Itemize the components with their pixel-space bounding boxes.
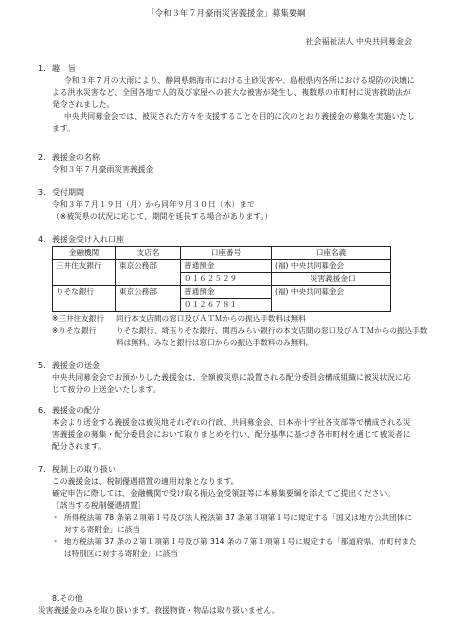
section-body: 本会より送金する義援金は被災地それぞれの行政、共同募金会、日本赤十字社各支部等で構成される災害義援金の募集・配分委員会において取りまとめを行い、配分基準に基づき各市町村を通じて被災者に配分されます。 [52, 418, 411, 451]
branch-cell: 東京公務部 [116, 286, 181, 312]
table-header-row [53, 247, 391, 260]
column-header: 口座番号 [181, 247, 272, 260]
column-header: 支店名 [116, 247, 181, 260]
section-name [38, 152, 418, 176]
list-item: ・ 地方税法第 37 条の２第１項第１号及び第 314 条の７第１項第１号に規定する「都道府県、市町村または特別区に対する寄附金」に該当 [52, 537, 417, 558]
list-item: ・ 所得税法第 78 条第２項第１号及び法人税法第 37 条第３項第１号に規定する「国又は地方公共団体に対する寄附金」に該当 [52, 513, 412, 534]
tax-measures-label: ［該当する税制優遇措置］ [52, 501, 146, 510]
column-header: 金融機関 [53, 247, 116, 260]
account-number-cell: ０１２６７８１ [181, 299, 272, 312]
bank-cell: 三井住友銀行 [53, 260, 116, 286]
document-title: 「令和３年７月豪雨災害義援金」募集要綱 [146, 8, 306, 18]
account-notes [52, 313, 432, 349]
bank-cell: りそな銀行 [53, 286, 116, 312]
account-name-cell: (福) 中央共同募金会 [272, 260, 391, 273]
branch-cell: 東京公務部 [116, 260, 181, 286]
section-period [38, 187, 418, 223]
account-type-cell: 普通預金 [181, 286, 272, 299]
account-table [52, 246, 391, 312]
section-heading: 4. 義援金受け入れ口座 [38, 235, 124, 244]
table-row [53, 260, 391, 273]
section-body: 中央共同募金会では、被災された方々を支援することを目的に次のとおり義援金の募集を実施いたします。 [52, 112, 415, 133]
section-body: 災害義援金のみを取り扱います。救援物資・物品は取り扱いません。 [38, 606, 280, 615]
bullet-icon: ・ [52, 513, 60, 522]
section-heading: 2. 義援金の名称 [38, 153, 100, 162]
issuer: 社会福祉法人 中央共同募金会 [305, 37, 412, 46]
section-body: 令和３年７月豪雨災害義援金 [52, 165, 154, 174]
section-body: （※被災県の状況に応じて、期間を延長する場合があります。） [52, 212, 273, 221]
section-purpose [38, 63, 418, 135]
section-heading: 7. 税制上の取り扱い [38, 465, 116, 474]
section-body: 中央共同募金会でお預かりした義援金は、全額被災県に設置される配分委員会構成組織に被災状況に応じて按分の上送金いたします。 [52, 373, 411, 394]
section-tax [38, 464, 418, 560]
bullet-icon: ・ [52, 537, 60, 546]
section-body: この義援金は、税制優遇措置の適用対象となります。 [52, 477, 239, 486]
section-heading: 1. 趣 旨 [38, 64, 76, 73]
account-number-cell: ０１６２５２９ [181, 273, 272, 286]
account-name-cell: 災害義援金口 [272, 273, 391, 286]
section-remittance [38, 360, 418, 396]
account-type-cell: 普通預金 [181, 260, 272, 273]
column-header: 口座名義 [272, 247, 391, 260]
note-item: ※三井住友銀行 同行本支店間の窓口及びＡＴＭからの振込手数料は無料 [52, 314, 306, 323]
section-body: 確定申告に際しては、金融機関で受け取る振込金受領証等に本募集要綱を添えてご提出ください。 [52, 489, 396, 498]
section-heading: 5. 義援金の送金 [38, 361, 100, 370]
table-row [53, 286, 391, 299]
section-other [38, 593, 418, 617]
section-body: 令和３年７月１９日（月）から同年９月３０日（木）まで [52, 200, 255, 209]
section-account [38, 234, 418, 246]
section-body: 令和３年７月の大雨により、静岡県熱海市における土砂災害や、島根県内各所における堤防の決壊による洪水災害など、全国各地で人的及び家屋への甚大な被害が発生し、複数県の市町村に災害救助法が発令されました。 [52, 76, 415, 109]
section-heading: 8.その他 [52, 594, 83, 603]
account-name-cell: (福) 中央共同募金会 [272, 286, 391, 312]
section-heading: 6. 義援金の配分 [38, 406, 100, 415]
section-distribution [38, 405, 418, 453]
note-item: ※りそな銀行 りそな銀行、埼玉りそな銀行、関西みらい銀行の本支店間の窓口及びＡＴＭからの振込手数料は無料。みなと銀行は窓口からの振込手数料のみ無料。 [52, 326, 428, 347]
section-heading: 3. 受付期間 [38, 188, 84, 197]
